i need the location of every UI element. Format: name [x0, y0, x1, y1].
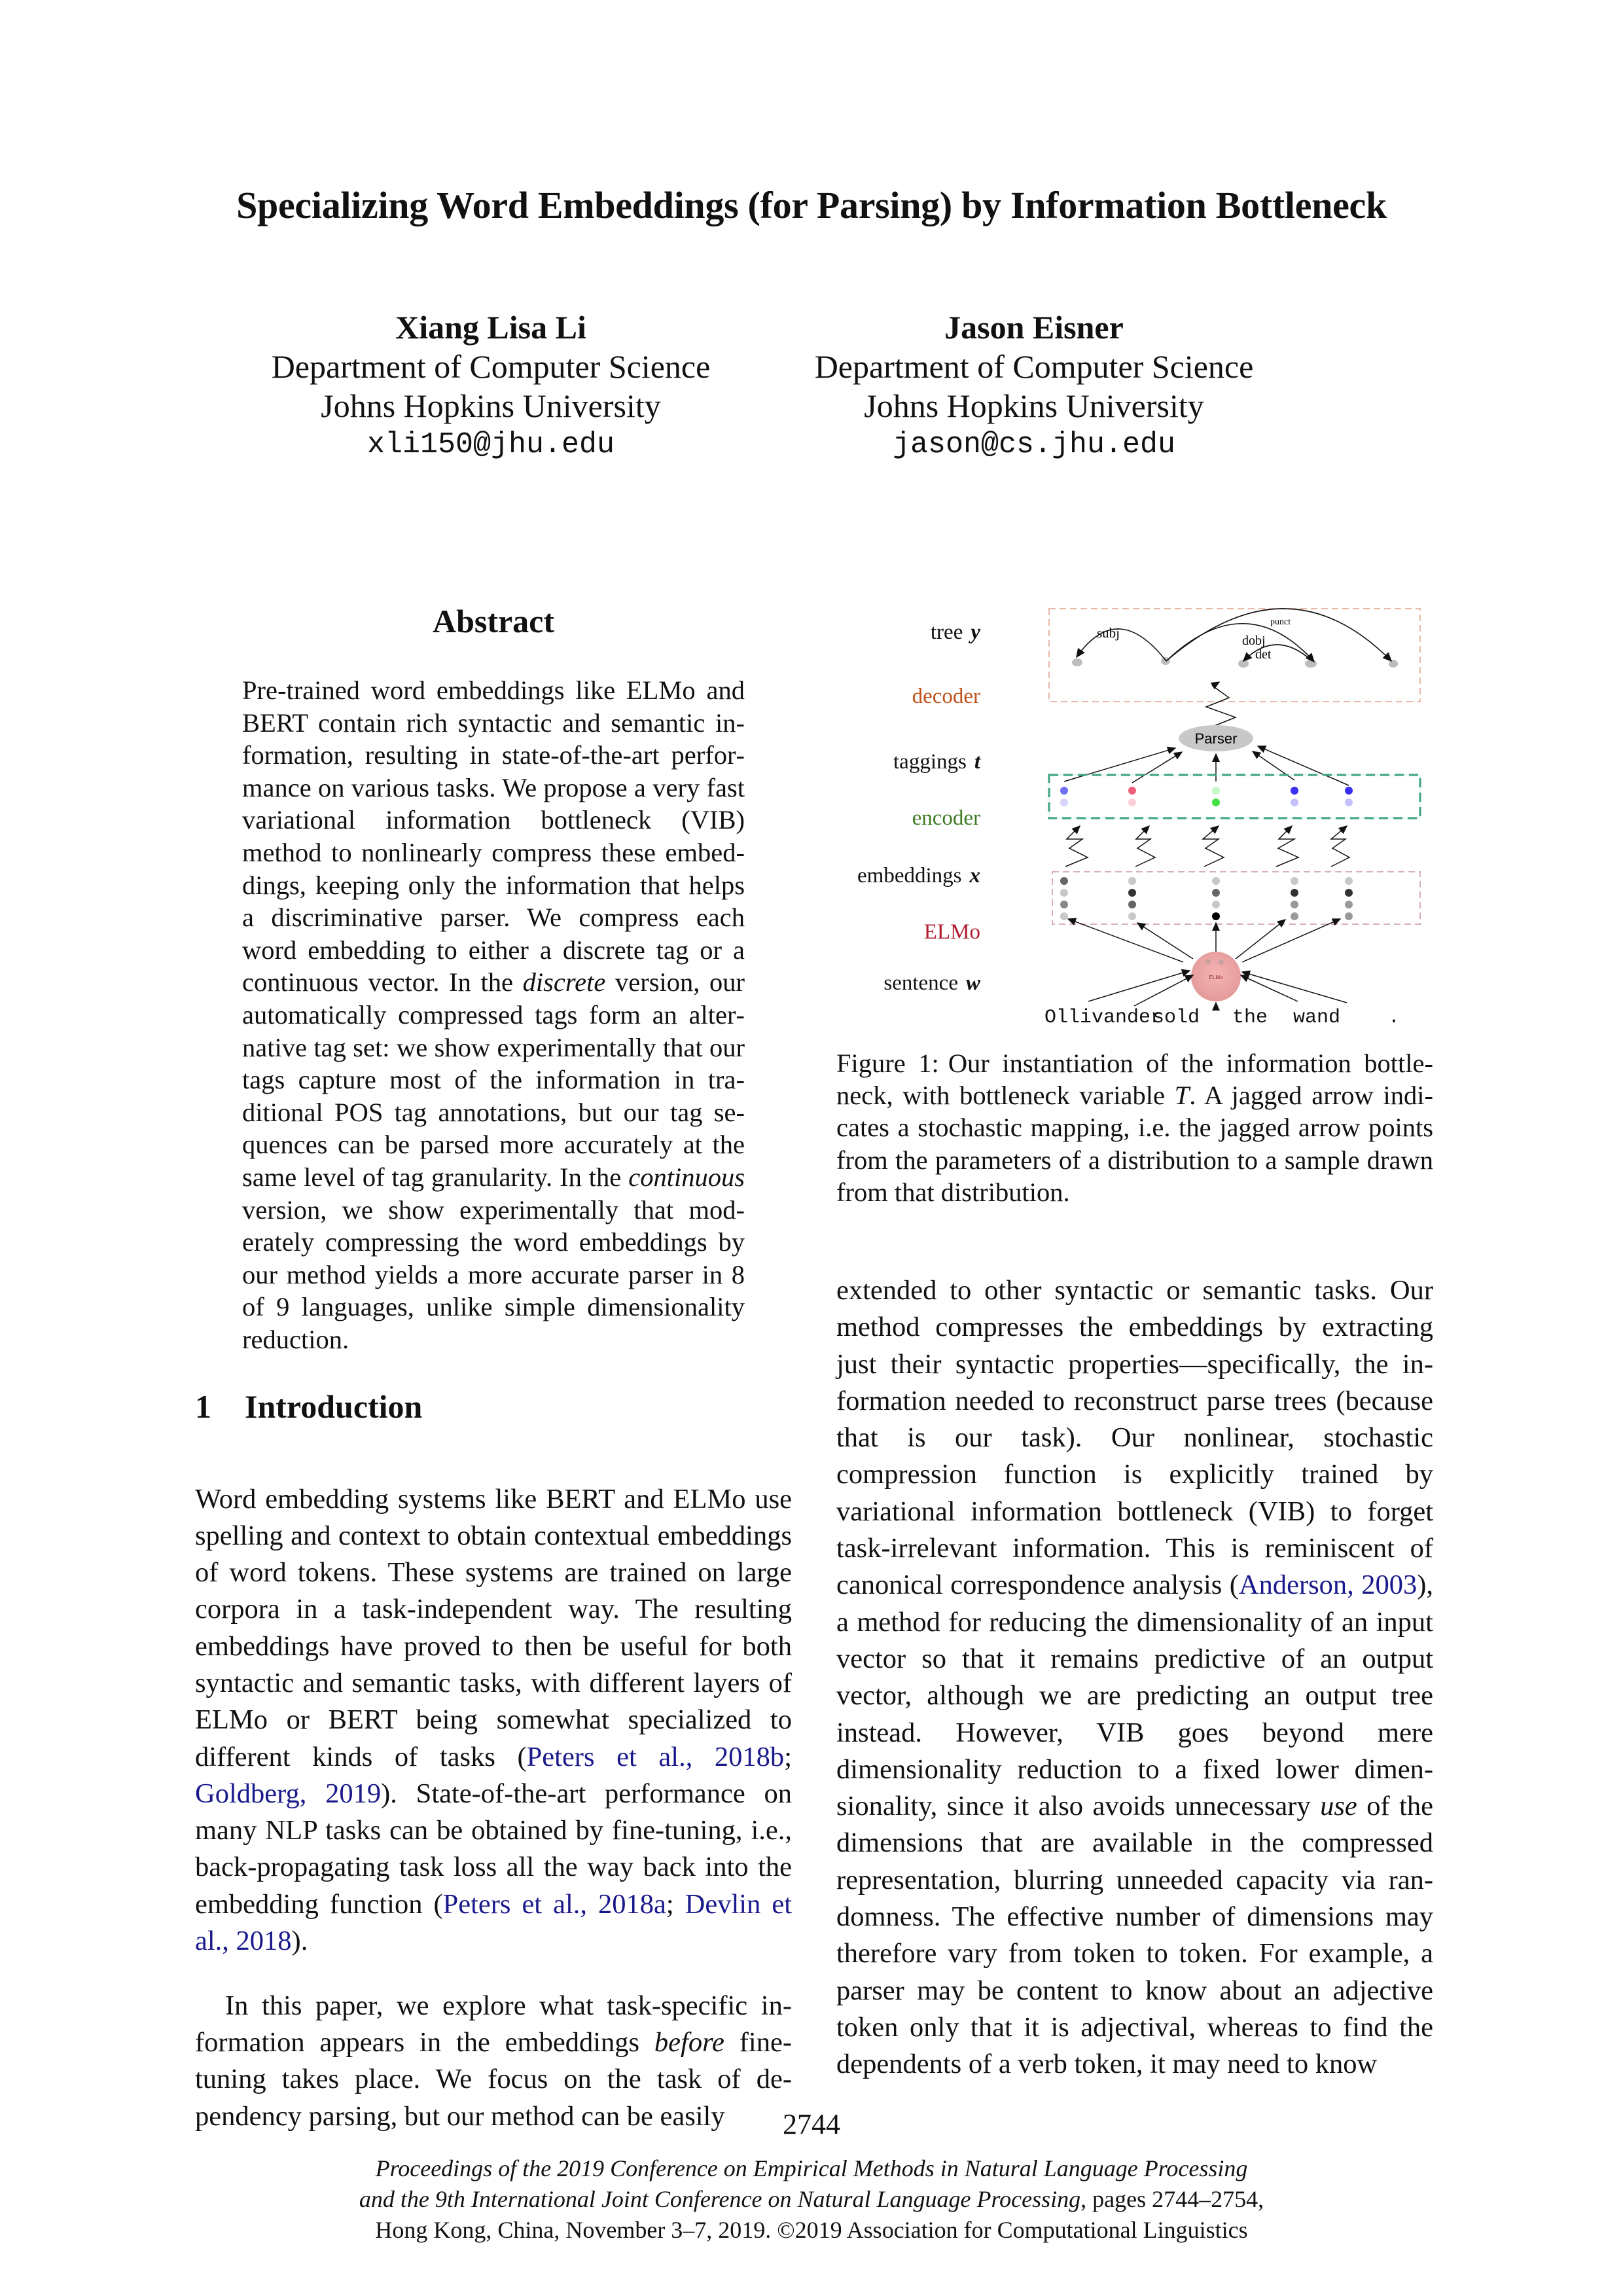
arc-label-subj: subj	[1097, 625, 1120, 641]
embedding-dot	[1212, 889, 1220, 897]
arrow	[1132, 752, 1182, 783]
row-label-var: y	[971, 620, 980, 644]
citation-link[interactable]: Peters et al., 2018b	[526, 1741, 785, 1772]
section-number: 1	[195, 1388, 211, 1425]
encoder-arrows	[1065, 826, 1349, 867]
figure-diagram	[836, 589, 1433, 1047]
body-text: Word embedding systems like BERT and ELMo use spelling and context to obtain contextual embeddings of word tokens. These systems are trained on large corpora in a task-independent way. The resulting embeddings have proved to then be useful for both syntactic and semantic tasks, with different layers of ELMo or BERT being somewhat specialized to different kinds of tasks (	[195, 1483, 792, 1772]
author-block	[242, 308, 740, 465]
author-university: Johns Hopkins University	[321, 387, 661, 424]
author-block	[785, 308, 1283, 465]
tree-node	[1072, 658, 1082, 666]
sentence-word: the	[1232, 1007, 1268, 1029]
abstract-text: version, our automatically compressed tags form an alternative tag set: we show experimentally that our tags capture most of the information in traditional POS tag annotations, but our tag sequences can be parsed more accurately at the same level of tag granularity. In the	[242, 967, 745, 1192]
embedding-dot	[1060, 912, 1068, 920]
arrow	[1258, 746, 1349, 785]
embedding-dot	[1128, 877, 1136, 885]
emphasis: use	[1320, 1791, 1357, 1822]
body-text: fine-tuning takes place. We focus on the task of dependency parsing, but our method can be easily	[195, 2027, 792, 2132]
abstract-emphasis: continuous	[628, 1162, 745, 1192]
embedding-dot	[1345, 912, 1353, 920]
fig-row-label-elmo: ELMo	[923, 920, 980, 944]
tag-dot	[1212, 787, 1220, 795]
tag-dot	[1291, 798, 1298, 806]
embedding-dots	[1060, 877, 1353, 920]
embeddings-box	[1052, 872, 1420, 924]
caption-variable: T	[1174, 1081, 1190, 1111]
body-text: extended to other syntactic or semantic tasks. Our method compresses the embeddings by extracting just their syntactic properties—specifically, the information needed to reconstruct parse trees (because that is our task). Our nonlinear, stochastic compression function is explicitly trained by variational information bottleneck (VIB) to forget task-irrelevant information. This is reminiscent of canonical correspondence analysis (	[836, 1275, 1433, 1601]
caption-text: Our instantiation of the information bottleneck, with bottleneck variable	[836, 1049, 1433, 1111]
fig-row-label-encoder: encoder	[912, 806, 980, 830]
tree-nodes	[1072, 657, 1398, 668]
embedding-dot	[1291, 877, 1298, 885]
embedding-dot	[1345, 877, 1353, 885]
citation-link[interactable]: Anderson, 2003	[1238, 1570, 1418, 1601]
tag-dot	[1128, 798, 1136, 806]
caption-text: . A jagged arrow indicates a stochastic mapping, i.e. the jagged arrow points from the parameters of a distribution to a sample drawn from that distribution.	[836, 1081, 1433, 1207]
footer-line: , pages 2744–2754,	[1080, 2186, 1264, 2212]
figure-1	[836, 589, 1433, 1047]
arc-label-det: det	[1255, 647, 1272, 662]
arc-dobj	[1166, 624, 1314, 662]
row-label-var: w	[965, 971, 980, 995]
tags-box	[1049, 775, 1420, 818]
author-department: Department of Computer Science	[814, 348, 1254, 385]
intro-left-column	[195, 1453, 792, 2163]
tag-dot	[1291, 787, 1298, 795]
tag-dot	[1060, 787, 1068, 795]
arrow	[1134, 975, 1193, 1006]
elmo-node-label: ELMo	[1209, 975, 1223, 980]
tree-node	[1305, 660, 1317, 668]
jagged-arrow	[1331, 826, 1349, 867]
parser-label: Parser	[1194, 730, 1238, 747]
paragraph	[195, 1481, 792, 1960]
figure-caption	[836, 1047, 1433, 1208]
author-email[interactable]: xli150@jhu.edu	[366, 428, 615, 461]
intro-right-column	[836, 1272, 1433, 2083]
arrow	[1064, 748, 1175, 781]
author-email[interactable]: jason@cs.jhu.edu	[892, 428, 1176, 461]
arrow	[1236, 920, 1285, 959]
embedding-dot	[1345, 901, 1353, 908]
embedding-dot	[1212, 877, 1220, 885]
embedding-dot	[1212, 912, 1220, 920]
proceedings-footer	[0, 2153, 1623, 2246]
arrow	[1068, 919, 1183, 962]
citation-link[interactable]: Goldberg, 2019	[195, 1778, 382, 1809]
arc-punct	[1166, 609, 1391, 661]
footer-line: and the 9th International Joint Conference on Natural Language Processing	[359, 2186, 1081, 2212]
tag-dot	[1060, 798, 1068, 806]
body-text: ;	[666, 1888, 685, 1920]
tag-dot	[1345, 798, 1353, 806]
row-label-text: sentence	[883, 971, 958, 995]
sentence-word: sold	[1152, 1007, 1200, 1029]
row-label-text: tree	[930, 620, 963, 644]
embedding-dot	[1291, 901, 1298, 908]
body-text: ).	[291, 1926, 308, 1957]
body-text: ;	[784, 1741, 792, 1772]
embedding-dot	[1128, 901, 1136, 908]
caption-label: Figure 1:	[836, 1049, 939, 1078]
tag-dot	[1212, 798, 1220, 806]
author-department: Department of Computer Science	[271, 348, 711, 385]
author-university: Johns Hopkins University	[864, 387, 1204, 424]
body-text: ). State-of-the-art performance on many NLP tasks can be obtained by fine-tuning, i.e., back-propagating task loss all the way back into the embedding function (	[195, 1778, 792, 1920]
embedding-dot	[1291, 912, 1298, 920]
footer-line: Proceedings of the 2019 Conference on Empirical Methods in Natural Language Processing	[375, 2155, 1248, 2181]
sentence-word: Ollivander	[1044, 1007, 1163, 1029]
jagged-arrow	[1065, 826, 1088, 867]
row-label-text: embeddings	[857, 864, 962, 888]
body-text: of the dimensions that are available in the compressed representation, blurring unneeded capacity via randomness. The effective number of dimensions may therefore vary from token to token. For example, a parser may be content to know about an adjective token only that it is adjectival, whereas to find the dependents of a verb token, it may need to know	[836, 1791, 1434, 2080]
section-title: Introduction	[245, 1388, 423, 1425]
abstract-body	[242, 674, 745, 1355]
arc-subj	[1077, 629, 1166, 661]
abstract-text: version, we show experimentally that moderately compressing the word embeddings by our method yields a more accurate parser in 8 of 9 languages, unlike simple dimensionality reduction.	[242, 1194, 745, 1354]
section-heading	[195, 1388, 422, 1426]
arrow	[1137, 923, 1193, 959]
jagged-arrow	[1276, 826, 1298, 867]
tree-node	[1389, 660, 1398, 668]
abstract-text: Pre-trained word embeddings like ELMo and BERT contain rich syntactic and semantic information, resulting in state-of-the-art performance on various tasks. We propose a very fast variational information bottleneck (VIB) method to nonlinearly compress these embeddings, keeping only the information that helps a discriminative parser. We compress each word embedding to either a discrete tag or a continuous vector. In the	[242, 675, 745, 997]
paper-title: Specializing Word Embeddings (for Parsing) by Information Bottleneck	[236, 184, 1387, 226]
row-label-var: t	[974, 750, 980, 774]
body-text: ), a method for reducing the dimensionality of an input vector so that it remains predictive of an output vector, although we are predicting an output tree instead. However, VIB goes beyond mere dimensionality reduction to a fixed lower dimensionality, since it also avoids unnecessary	[836, 1570, 1434, 1822]
tag-dot	[1128, 787, 1136, 795]
sentence-word: wand	[1293, 1007, 1341, 1029]
arc-label-dobj: dobj	[1242, 634, 1266, 648]
jagged-arrow	[1206, 682, 1236, 726]
embedding-dot	[1345, 889, 1353, 897]
arrow	[1241, 975, 1298, 1001]
abstract-heading: Abstract	[432, 603, 555, 639]
abstract-emphasis: discrete	[522, 967, 606, 997]
row-label-var: x	[969, 864, 980, 888]
arrow	[1088, 971, 1190, 1001]
emphasis: before	[654, 2027, 724, 2058]
page-number: 2744	[783, 2108, 840, 2140]
tree-box	[1049, 609, 1420, 702]
fig-row-label-decoder: decoder	[912, 685, 980, 708]
citation-link[interactable]: Peters et al., 2018a	[442, 1888, 666, 1920]
embedding-dot	[1128, 889, 1136, 897]
embedding-dot	[1291, 889, 1298, 897]
arc-label-punct: punct	[1270, 617, 1291, 627]
arrow	[1242, 919, 1340, 962]
embedding-dot	[1212, 901, 1220, 908]
embedding-dot	[1060, 901, 1068, 908]
jagged-arrow	[1203, 826, 1224, 867]
tag-dots	[1060, 787, 1353, 806]
embedding-dot	[1060, 889, 1068, 897]
tag-dot	[1345, 787, 1353, 795]
author-name: Jason Eisner	[944, 309, 1124, 346]
sentence-word: .	[1388, 1007, 1400, 1029]
row-label-text: taggings	[893, 750, 967, 774]
body-text: In this paper, we explore what task-specific information appears in the embeddings	[195, 1990, 792, 2058]
arrow	[1242, 972, 1347, 1003]
footer-line: Hong Kong, China, November 3–7, 2019. ©2019 Association for Computational Linguistics	[375, 2217, 1248, 2243]
jagged-arrow	[1135, 826, 1155, 867]
citation-link[interactable]: Devlin et al., 2018	[195, 1888, 792, 1957]
author-name: Xiang Lisa Li	[395, 309, 586, 346]
embedding-dot	[1128, 912, 1136, 920]
embedding-dot	[1060, 877, 1068, 885]
